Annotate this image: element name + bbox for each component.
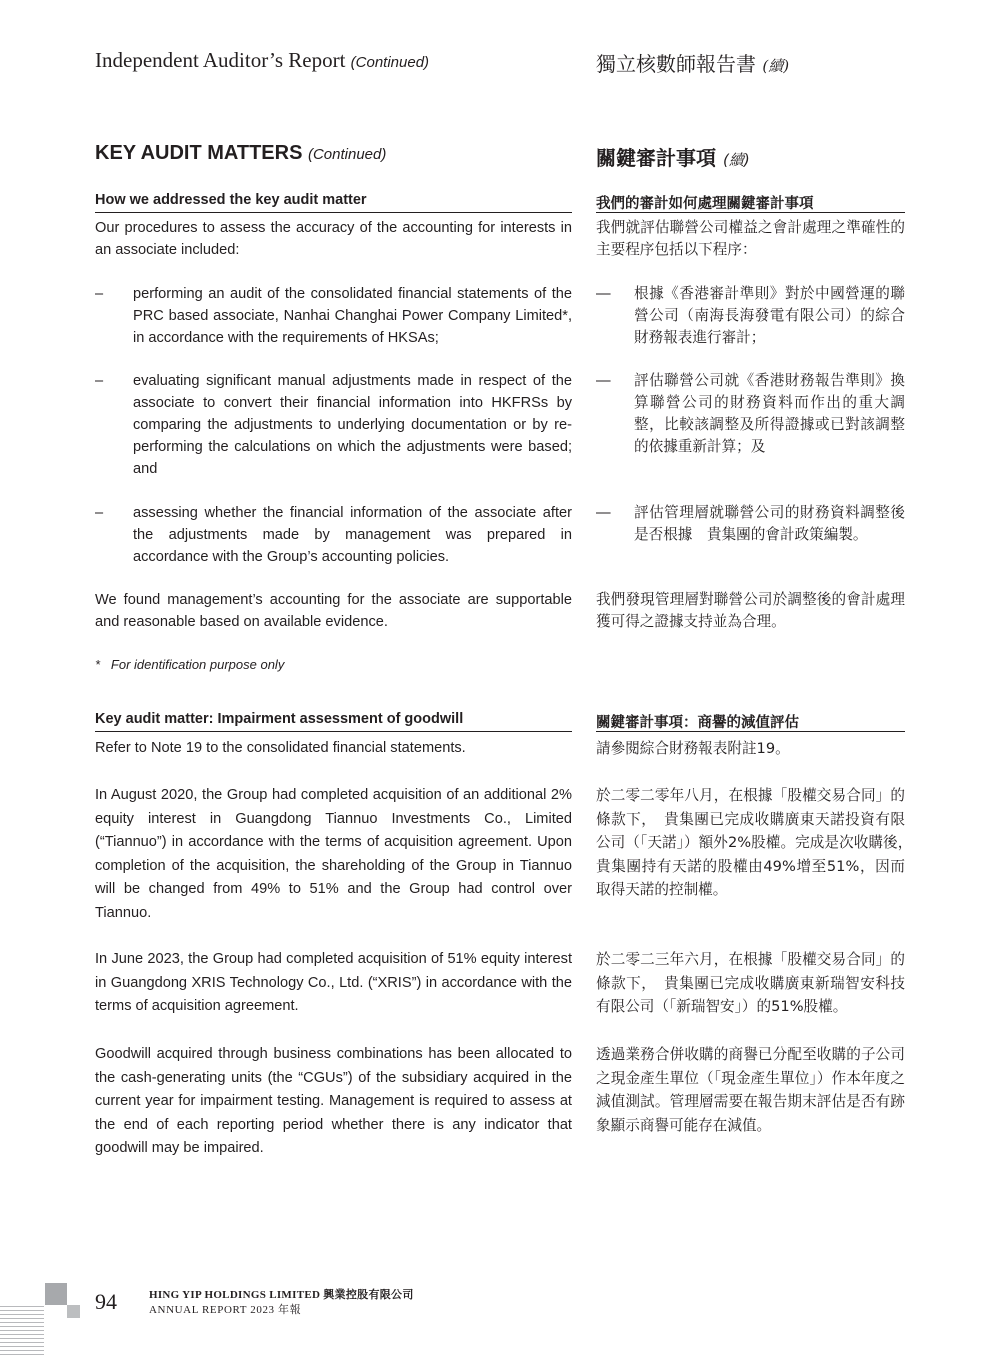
running-continued-en: (Continued) [350, 54, 430, 71]
block1-conclusion-en: We found management’s accounting for the associate are supportable and reasonable based on available evidence. [95, 592, 572, 630]
footer-small-square-decoration [67, 1305, 80, 1318]
running-title-en: Independent Auditor’s Report [95, 48, 346, 72]
bullet-1-en: performing an audit of the consolidated financial statements of the PRC based associate, Nanhai Changhai Power Company Limited*, in accordance with the requirements of HKSAs; [133, 286, 572, 346]
bullet-3-en: assessing whether the financial information of the associate after the adjustments made by management was prepared in accordance with the Group’s accounting policies. [133, 505, 572, 565]
bullet-2-zh: 評估聯營公司就《香港財務報告準則》換算聯營公司的財務資料而作出的重大調整，比較該調整及所得證據或已對該調整的依據重新計算；及 [634, 372, 905, 455]
running-title-zh: 獨立核數師報告書 [596, 52, 756, 76]
block1-intro-en: Our procedures to assess the accuracy of the accounting for interests in an associate included: [95, 220, 572, 258]
bullet-dash-zh: — [596, 286, 611, 302]
footer-stripes-decoration [0, 1306, 44, 1357]
block2-rule-en [95, 731, 572, 732]
running-continued-zh: (續) [762, 57, 790, 75]
page-number: 94 [95, 1289, 117, 1314]
section-title-zh [596, 142, 750, 171]
block2-para-4-zh: 透過業務合併收購的商譽已分配至收購的子公司之現金產生單位（「現金產生單位」）作本年度之減值測試。管理層需要在報告期末評估是否有跡象顯示商譽可能存在減值。 [596, 1046, 905, 1134]
block2-para-3-en: In June 2023, the Group had completed acquisition of 51% equity interest in Guangdong XRIS Technology Co., Ltd. (“XRIS”) in accordance with the terms of acquisition agreement. [95, 951, 572, 1014]
footnote: * For identification purpose only [95, 657, 285, 672]
running-header-en [95, 48, 429, 73]
bullet-2-en: evaluating significant manual adjustments made in respect of the associate to convert their financial information into HKFRSs by comparing the adjustments to underlying documentation or by re-performing the calculations on which the adjustments were based; and [133, 373, 572, 477]
bullet-dash-zh: — [596, 505, 611, 521]
block2-para-1-en: Refer to Note 19 to the consolidated financial statements. [95, 740, 466, 756]
block1-conclusion-zh: 我們發現管理層對聯營公司於調整後的會計處理獲可得之證據支持並為合理。 [596, 591, 905, 630]
section-title-zh-text: 關鍵審計事項 [596, 146, 716, 170]
block2-heading-zh: 關鍵審計事項：商譽的減值評估 [596, 715, 799, 731]
section-continued-en: (Continued) [307, 146, 387, 163]
block1-rule-zh [596, 212, 905, 213]
block1-rule-en [95, 212, 572, 213]
block2-para-1-zh: 請參閱綜合財務報表附註19。 [596, 740, 790, 757]
running-header-zh [596, 48, 789, 77]
block1-heading-zh: 我們的審計如何處理關鍵審計事項 [596, 196, 814, 212]
bullet-3-zh: 評估管理層就聯營公司的財務資料調整後是否根據 貴集團的會計政策編製。 [634, 504, 905, 543]
section-title-en-text: KEY AUDIT MATTERS [95, 142, 303, 164]
block2-para-2-zh: 於二零二零年八月，在根據「股權交易合同」的條款下， 貴集團已完成收購廣東天諾投資有限公司（「天諾」）額外2%股權。完成是次收購後， 貴集團持有天諾的股權由49%增至51%，因而取得天諾的控制權。 [596, 787, 920, 898]
block1-heading-en: How we addressed the key audit matter [95, 192, 367, 208]
section-title-en [95, 142, 386, 165]
block2-para-4-en: Goodwill acquired through business combinations has been allocated to the cash-generating units (the “CGUs”) of the subsidiary acquired in the current year for impairment testing. Management is required to assess at the end of each reporting period whether there is any indicator that goodwill may be impaired. [95, 1046, 572, 1156]
footer-square-decoration [45, 1283, 67, 1305]
bullet-1-zh: 根據《香港審計準則》對於中國營運的聯營公司（南海長海發電有限公司）的綜合財務報表進行審計； [634, 285, 905, 346]
bullet-dash-zh: — [596, 373, 611, 389]
block2-rule-zh [596, 731, 905, 732]
bullet-dash-en: – [95, 373, 104, 389]
block2-para-3-zh: 於二零二三年六月，在根據「股權交易合同」的條款下， 貴集團已完成收購廣東新瑞智安科技有限公司（「新瑞智安」）的51%股權。 [596, 951, 905, 1015]
bullet-dash-en: – [95, 286, 104, 302]
bullet-dash-en: – [95, 505, 104, 521]
block1-intro-zh: 我們就評估聯營公司權益之會計處理之準確性的主要程序包括以下程序： [596, 219, 905, 258]
section-continued-zh: (續) [722, 151, 750, 169]
footer-company-name: HING YIP HOLDINGS LIMITED 興業控股有限公司 [149, 1289, 414, 1301]
block2-heading-en: Key audit matter: Impairment assessment of goodwill [95, 711, 464, 727]
footer-report-name: ANNUAL REPORT 2023 年報 [149, 1304, 302, 1316]
block2-para-2-en: In August 2020, the Group had completed acquisition of an additional 2% equity interest in Guangdong Tiannuo Investments Co., Limited (“Tiannuo”) in accordance with the terms of acquisition agreement. Upon completion of the acquisition, the shareholding of the Group in Tiannuo will be changed from 49% to 51% and the Group had control over Tiannuo. [95, 787, 572, 921]
